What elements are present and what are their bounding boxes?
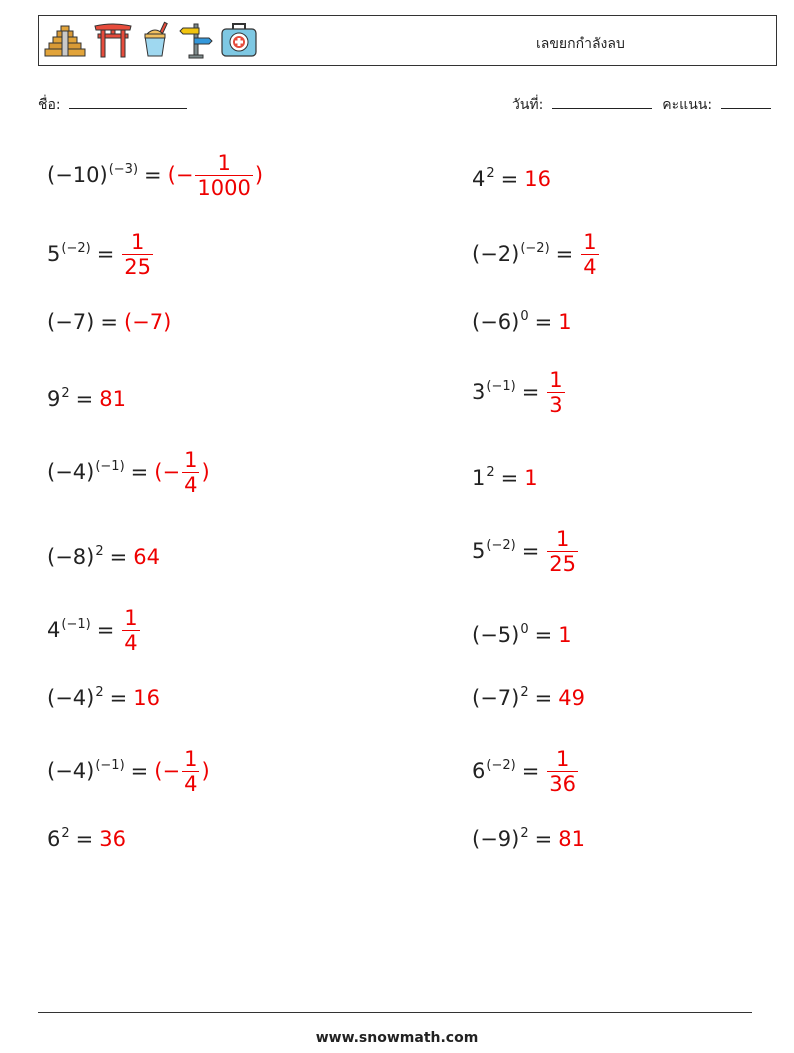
problem-base: (−8) (47, 545, 95, 569)
answer (524, 466, 537, 490)
problem-base: (−7) (47, 310, 95, 334)
answer-value: 81 (558, 827, 585, 851)
problem-base: 6 (472, 759, 486, 783)
equals-sign: = (534, 686, 553, 710)
problem-item (47, 229, 155, 279)
date-label: วันที่: (512, 97, 544, 113)
fraction-denominator: 36 (549, 771, 577, 796)
fraction-denominator: 4 (583, 254, 597, 279)
problem-exponent: 2 (95, 543, 104, 559)
answer (168, 151, 263, 200)
problem-item (47, 823, 126, 855)
fraction-denominator: 4 (124, 630, 138, 655)
answer-value: 16 (524, 167, 551, 191)
problem-base: 9 (47, 387, 61, 411)
score-label: คะแนน: (662, 97, 713, 113)
answer-suffix: ) (201, 460, 210, 484)
footer-url: www.snowmath.com (315, 1030, 479, 1046)
answer (545, 368, 566, 417)
answer-prefix: (− (154, 759, 181, 783)
problem-item (47, 541, 160, 573)
fraction-numerator: 1 (130, 229, 145, 254)
problem-base: 3 (472, 380, 486, 404)
fraction-denominator: 1000 (197, 175, 251, 200)
equals-sign: = (96, 618, 115, 642)
answer-fraction (547, 368, 564, 417)
problem-base: (−5) (472, 623, 520, 647)
problem-exponent: 2 (486, 464, 495, 480)
equals-sign: = (100, 310, 118, 334)
fraction-numerator: 1 (555, 526, 570, 551)
equals-sign: = (109, 686, 128, 710)
answer (545, 527, 580, 576)
problem-item (472, 823, 585, 855)
worksheet-title: เลขยกกำลังลบ (536, 36, 625, 52)
answer-prefix: (− (154, 460, 181, 484)
problem-base: (−2) (472, 242, 520, 266)
problem-item (47, 746, 210, 796)
answer (579, 230, 600, 279)
answer-prefix: (− (167, 163, 194, 187)
answer-fraction (547, 527, 578, 576)
problem-item (47, 150, 264, 200)
fraction-numerator: 1 (583, 229, 597, 254)
answer-fraction (581, 230, 598, 279)
problem-item (472, 462, 538, 494)
equals-sign: = (500, 466, 519, 490)
answer-value: 1 (558, 310, 572, 334)
answer-fraction (182, 448, 199, 497)
answer (558, 310, 571, 334)
answer-value: 1 (558, 623, 572, 647)
answer-fraction (547, 747, 578, 796)
problem-exponent: (−1) (95, 757, 125, 773)
problem-exponent: 2 (486, 165, 495, 181)
problem-item (47, 447, 210, 497)
problem-item (472, 619, 572, 651)
problem-exponent: 0 (520, 308, 529, 324)
problem-item (47, 605, 142, 655)
answer (120, 230, 155, 279)
problem-item (47, 682, 160, 714)
answer-fraction (122, 606, 139, 655)
problem-item (47, 306, 171, 338)
problem-item (472, 367, 567, 417)
equals-sign: = (130, 460, 149, 484)
problem-exponent: (−2) (486, 757, 516, 773)
answer (524, 167, 551, 191)
problem-base: 4 (47, 618, 61, 642)
problem-exponent: (−2) (486, 537, 516, 553)
problem-exponent: (−1) (95, 458, 125, 474)
problem-base: 5 (472, 539, 486, 563)
problem-base: (−10) (47, 163, 108, 187)
answer (124, 310, 171, 334)
problem-item (472, 306, 572, 338)
equals-sign: = (534, 623, 553, 647)
fraction-numerator: 1 (217, 150, 231, 175)
equals-sign: = (144, 163, 162, 187)
equals-sign: = (555, 242, 574, 266)
problem-base: 4 (472, 167, 486, 191)
problem-base: (−4) (47, 759, 95, 783)
problem-item (472, 163, 551, 195)
equals-sign: = (521, 380, 540, 404)
answer (154, 747, 209, 796)
name-label: ชื่อ: (38, 97, 61, 113)
problem-item (472, 746, 580, 796)
equals-sign: = (75, 827, 94, 851)
answer-value: 81 (99, 387, 126, 411)
answer (154, 448, 209, 497)
answer-value: 49 (558, 686, 585, 710)
problem-base: (−6) (472, 310, 520, 334)
problem-exponent: 0 (520, 621, 529, 637)
answer-suffix: ) (201, 759, 210, 783)
problem-exponent: (−1) (61, 616, 91, 632)
problem-exponent: (−3) (108, 161, 139, 177)
answer (558, 686, 585, 710)
fraction-numerator: 1 (124, 605, 138, 630)
problem-base: 5 (47, 242, 61, 266)
answer-value: 64 (133, 545, 160, 569)
equals-sign: = (521, 759, 540, 783)
answer (558, 827, 585, 851)
problem-item (47, 383, 126, 415)
footer-divider (38, 1012, 752, 1013)
answer (133, 686, 160, 710)
answer-fraction (195, 151, 252, 200)
equals-sign: = (521, 539, 540, 563)
fraction-denominator: 4 (184, 472, 198, 497)
fraction-numerator: 1 (549, 367, 563, 392)
equals-sign: = (75, 387, 94, 411)
answer (120, 606, 141, 655)
problem-base: (−7) (472, 686, 520, 710)
problem-base: (−4) (47, 460, 95, 484)
problem-exponent: 2 (61, 825, 70, 841)
fraction-numerator: 1 (184, 746, 198, 771)
equals-sign: = (500, 167, 519, 191)
equals-sign: = (130, 759, 149, 783)
answer-suffix: ) (254, 163, 264, 187)
answer-value: 1 (524, 466, 538, 490)
problem-exponent: (−2) (61, 240, 91, 256)
equals-sign: = (109, 545, 128, 569)
answer (99, 827, 126, 851)
fraction-numerator: 1 (184, 447, 198, 472)
answer-value: (−7) (123, 310, 172, 334)
problem-base: (−4) (47, 686, 95, 710)
answer-fraction (182, 747, 199, 796)
problem-exponent: 2 (520, 825, 529, 841)
fraction-denominator: 25 (124, 254, 152, 279)
problem-base: 6 (47, 827, 61, 851)
equals-sign: = (534, 310, 553, 334)
problem-exponent: 2 (520, 684, 529, 700)
answer-value: 16 (133, 686, 160, 710)
problem-base: 1 (472, 466, 486, 490)
fraction-numerator: 1 (555, 746, 570, 771)
answer-value: 36 (99, 827, 126, 851)
answer (545, 747, 580, 796)
equals-sign: = (96, 242, 115, 266)
equals-sign: = (534, 827, 553, 851)
problem-base: (−9) (472, 827, 520, 851)
answer (558, 623, 571, 647)
fraction-denominator: 25 (549, 551, 577, 576)
answer (133, 545, 160, 569)
problem-exponent: 2 (61, 385, 70, 401)
problem-exponent: 2 (95, 684, 104, 700)
problem-item (472, 229, 601, 279)
problem-exponent: (−2) (520, 240, 550, 256)
answer (99, 387, 126, 411)
problem-exponent: (−1) (486, 378, 516, 394)
fraction-denominator: 3 (549, 392, 563, 417)
problem-item (472, 682, 585, 714)
fraction-denominator: 4 (184, 771, 198, 796)
problem-item (472, 526, 580, 576)
answer-fraction (122, 230, 153, 279)
